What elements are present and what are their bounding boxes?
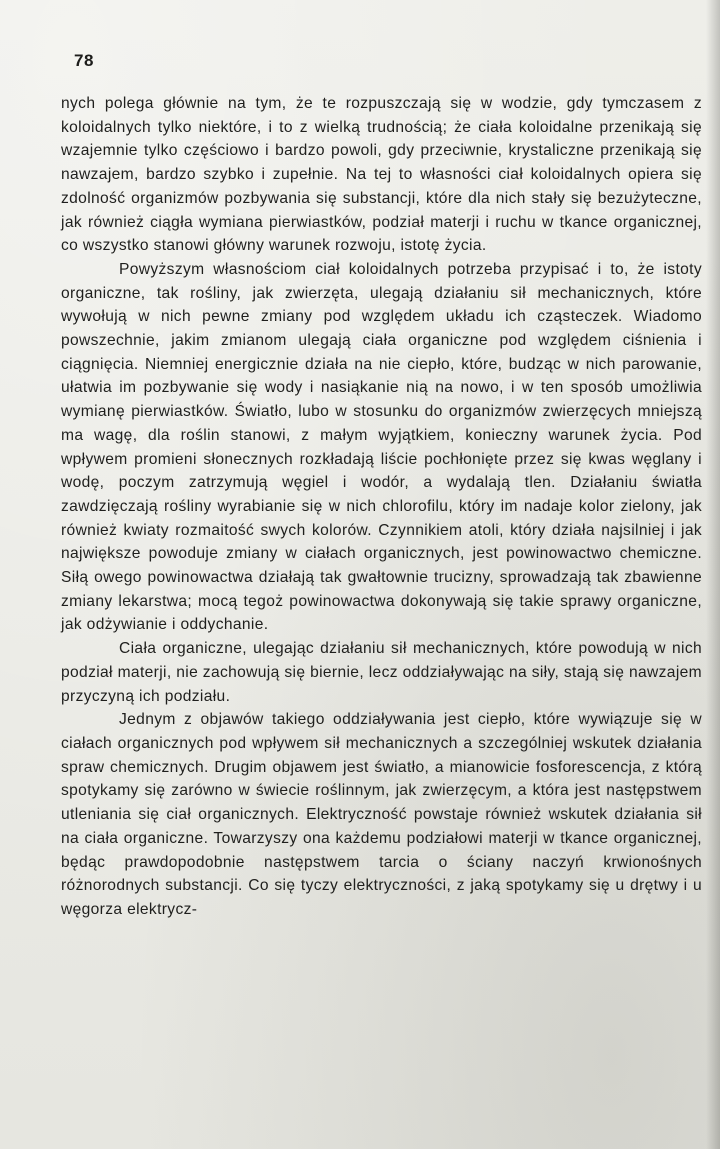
paragraph-4: Jednym z objawów takiego oddziaływania jest ciepło, które wywiązuje się w ciałach organicznych pod wpływem sił mechanicznych a szczególniej wskutek działania spraw chemicznych. Drugim objawem jest światło, a mianowicie fosforescencja, z którą spotykamy się zarówno w świecie roślinnym, jak zwierzęcym, a która jest następstwem utleniania się ciał organicznych. Elektryczność powstaje również wskutek działania sił na ciała organiczne. Towarzyszy ona każdemu podziałowi materji w tkance organicznej, będąc prawdopodobnie następstwem tarcia o ściany naczyń krwionośnych różnorodnych substancji. Co się tyczy elektryczności, z jaką spotykamy się u drętwy i u węgorza elektrycz- bbox=[61, 711, 702, 918]
page-edge-shadow bbox=[706, 0, 720, 1149]
paragraph-3: Ciała organiczne, ulegając działaniu sił mechanicznych, które powodują w nich podział materji, nie zachowują się biernie, lecz oddziaływając na siły, stają się nawzajem przyczyną ich podziału. bbox=[61, 640, 702, 705]
page-number: 78 bbox=[74, 51, 94, 70]
body-text bbox=[61, 92, 702, 922]
paragraph-1: nych polega głównie na tym, że te rozpuszczają się w wodzie, gdy tymczasem z koloidalnych tylko niektóre, i to z wielką trudnością; że ciała koloidalne przenikają się wzajemnie tylko częściowo i bardzo powoli, gdy przeciwnie, krystaliczne przenikają się nawzajem, bardzo szybko i zupełnie. Na tej to własności ciał koloidalnych opiera się zdolność organizmów pozbywania się substancji, które dla nich stały się bezużyteczne, jak również ciągła wymiana pierwiastków, podział materji i ruchu w tkance organicznej, co wszystko stanowi główny warunek rozwoju, istotę życia. bbox=[61, 95, 702, 255]
paragraph-2: Powyższym własnościom ciał koloidalnych potrzeba przypisać i to, że istoty organiczne, tak rośliny, jak zwierzęta, ulegają działaniu sił mechanicznych, które wywołują w nich pewne zmiany pod względem układu ich cząsteczek. Wiadomo powszechnie, jakim zmianom ulegają ciała organiczne pod względem ciśnienia i ciągnięcia. Niemniej energicznie działa na nie ciepło, które, budząc w nich parowanie, ułatwia im pozbywanie się wody i nasiąkanie nią na nowo, i w ten sposób umożliwia wymianę pierwiastków. Światło, lubo w stosunku do organizmów zwierzęcych mniejszą ma wagę, dla roślin stanowi, z małym wyjątkiem, konieczny warunek życia. Pod wpływem promieni słonecznych rozkładają liście pochłonięte przez się kwas węglany i wodę, poczym zatrzymują węgiel i wodór, a wydalają tlen. Działaniu światła zawdzięczają rośliny wyrabianie się w nich chlorofilu, który im nadaje kolor zielony, jak również kwiaty rozmaitość swych kolorów. Czynnikiem atoli, który działa najsilniej i jak największe powoduje zmiany w ciałach organicznych, jest powinowactwo chemiczne. Siłą owego powinowactwa działają tak gwałtownie trucizny, sprowadzają tak zbawienne zmiany lekarstwa; mocą tegoż powinowactwa dokonywają się takie sprawy organiczne, jak odżywianie i oddychanie. bbox=[61, 260, 702, 634]
